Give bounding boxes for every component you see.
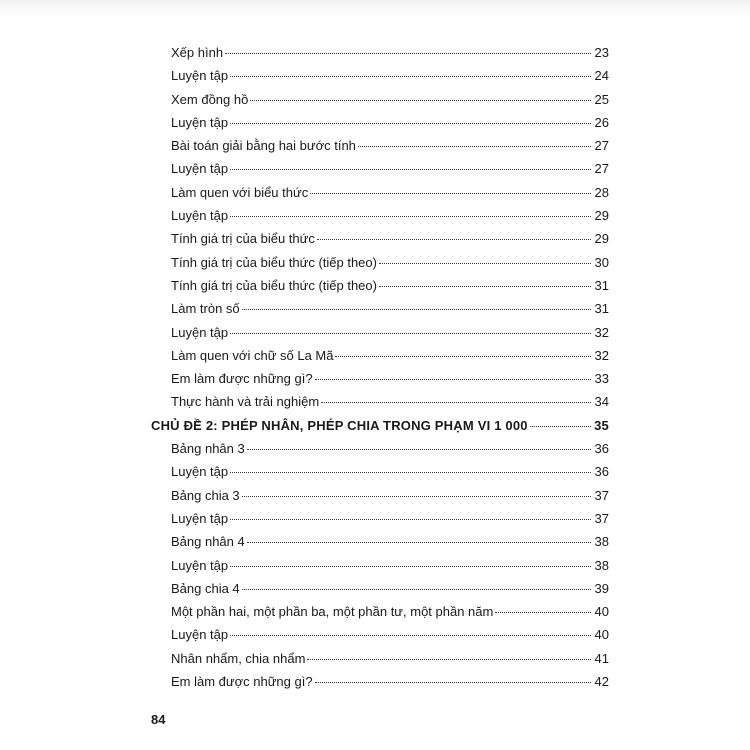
toc-entry: [151, 577, 609, 600]
dot-leader: [530, 426, 591, 427]
dot-leader: [250, 100, 591, 101]
dot-leader: [230, 123, 591, 124]
dot-leader: [310, 193, 591, 194]
toc-entry: [151, 390, 609, 413]
dot-leader: [317, 239, 591, 240]
toc-entry: [151, 157, 609, 180]
toc-entry-label: Luyện tập: [171, 627, 229, 643]
toc-entry: [151, 484, 609, 507]
toc-entry-label: Luyện tập: [171, 324, 229, 340]
toc-entry-label: Thực hành và trải nghiệm: [171, 394, 320, 410]
toc-entry-page: 31: [594, 301, 609, 317]
dot-leader: [225, 53, 591, 54]
toc-entry: [151, 507, 609, 530]
toc-entry-label: Xem đồng hồ: [171, 91, 249, 107]
toc-entry-page: 33: [594, 371, 609, 387]
toc-entry-page: 36: [594, 464, 609, 480]
toc-entry-label: Xếp hình: [171, 45, 224, 60]
toc-entry-label: Nhân nhẩm, chia nhẩm: [171, 650, 306, 666]
toc-entry-label: Em làm được những gì?: [171, 674, 313, 690]
dot-leader: [358, 146, 591, 147]
dot-leader: [247, 449, 591, 450]
toc-entry-page: 35: [594, 417, 609, 433]
toc-entry-page: 27: [594, 161, 609, 177]
toc-entry-page: 29: [594, 208, 609, 224]
toc-entry-page: 27: [594, 138, 609, 154]
toc-entry-label: Em làm được những gì?: [171, 371, 313, 387]
dot-leader: [242, 589, 591, 590]
scan-edge-shadow: [0, 0, 750, 18]
toc-entry: [151, 623, 609, 646]
toc-entry-page: 28: [594, 184, 609, 200]
dot-leader: [315, 682, 591, 683]
toc-entry: [151, 134, 609, 157]
dot-leader: [379, 263, 591, 264]
toc-entry-label: Bảng nhân 3: [171, 441, 245, 457]
toc-entry-label: Luyện tập: [171, 464, 229, 480]
toc-entry: [151, 274, 609, 297]
toc-entry-label: Tính giá trị của biểu thức (tiếp theo): [171, 254, 377, 270]
page-number: 84: [151, 712, 166, 727]
toc-entry-label: Bảng nhân 4: [171, 534, 245, 550]
toc-entry: [151, 600, 609, 623]
toc-entry: [151, 88, 609, 111]
dot-leader: [242, 496, 591, 497]
toc-entry-page: 37: [594, 510, 609, 526]
toc-entry-page: 40: [594, 604, 609, 620]
toc-entry-page: 36: [594, 441, 609, 457]
toc-entry: [151, 367, 609, 390]
toc-entry: [151, 251, 609, 274]
toc-entry-page: 26: [594, 114, 609, 130]
toc-entry-page: 25: [594, 91, 609, 107]
dot-leader: [321, 402, 591, 403]
toc-entry-page: 40: [594, 627, 609, 643]
toc-entry: [151, 460, 609, 483]
toc-entry-label: Luyện tập: [171, 68, 229, 84]
toc-entry: [151, 204, 609, 227]
toc-entry-page: 29: [594, 231, 609, 247]
toc-entry: [151, 647, 609, 670]
toc-entry-label: Bài toán giải bằng hai bước tính: [171, 138, 356, 154]
toc-entry: [151, 111, 609, 134]
dot-leader: [230, 566, 591, 567]
dot-leader: [247, 542, 591, 543]
toc-entry-page: 31: [594, 277, 609, 293]
dot-leader: [335, 356, 591, 357]
dot-leader: [230, 519, 591, 520]
toc-entry: [151, 344, 609, 367]
dot-leader: [315, 379, 591, 380]
toc-entry-page: 32: [594, 324, 609, 340]
toc-entry: [151, 554, 609, 577]
toc-entry-label: Một phần hai, một phần ba, một phần tư, một phần năm: [171, 604, 494, 620]
toc-entry-label: Làm tròn số: [171, 301, 240, 317]
toc-entry-label: Bảng chia 4: [171, 580, 240, 596]
toc-entry: [151, 530, 609, 553]
toc-entry-page: 39: [594, 580, 609, 596]
dot-leader: [307, 659, 591, 660]
toc-entry: [151, 181, 609, 204]
toc-entry-page: 38: [594, 534, 609, 550]
toc-entry-label: Luyện tập: [171, 161, 229, 177]
toc-entry: [151, 227, 609, 250]
toc-entry-label: Làm quen với chữ số La Mã: [171, 347, 334, 363]
toc-entry-label: Làm quen với biểu thức: [171, 184, 309, 200]
toc-entry-label: Luyện tập: [171, 208, 229, 224]
toc-entry-page: 42: [594, 674, 609, 690]
toc-entry-page: 23: [594, 45, 609, 60]
toc-entry-page: 24: [594, 68, 609, 84]
dot-leader: [230, 76, 591, 77]
dot-leader: [230, 216, 591, 217]
toc-entry-label: Luyện tập: [171, 510, 229, 526]
table-of-contents: [151, 41, 609, 693]
toc-entry-label: Luyện tập: [171, 114, 229, 130]
toc-entry-page: 38: [594, 557, 609, 573]
dot-leader: [230, 472, 591, 473]
dot-leader: [242, 309, 591, 310]
toc-entry-page: 37: [594, 487, 609, 503]
toc-entry: [151, 670, 609, 693]
toc-entry-label: Luyện tập: [171, 557, 229, 573]
toc-entry: [151, 437, 609, 460]
dot-leader: [230, 169, 591, 170]
toc-entry: [151, 321, 609, 344]
toc-entry: [151, 41, 609, 64]
dot-leader: [379, 286, 591, 287]
toc-entry-page: 32: [594, 347, 609, 363]
toc-entry: [151, 297, 609, 320]
toc-entry: [151, 64, 609, 87]
toc-entry-page: 41: [594, 650, 609, 666]
toc-chapter-heading: [151, 414, 609, 437]
dot-leader: [230, 635, 591, 636]
toc-entry-label: CHỦ ĐỀ 2: PHÉP NHÂN, PHÉP CHIA TRONG PHẠM VI 1 000: [151, 417, 528, 433]
toc-entry-label: Tính giá trị của biểu thức (tiếp theo): [171, 277, 377, 293]
toc-entry-page: 34: [594, 394, 609, 410]
toc-entry-label: Tính giá trị của biểu thức: [171, 231, 315, 247]
dot-leader: [495, 612, 591, 613]
dot-leader: [230, 333, 591, 334]
toc-entry-label: Bảng chia 3: [171, 487, 240, 503]
toc-entry-page: 30: [594, 254, 609, 270]
